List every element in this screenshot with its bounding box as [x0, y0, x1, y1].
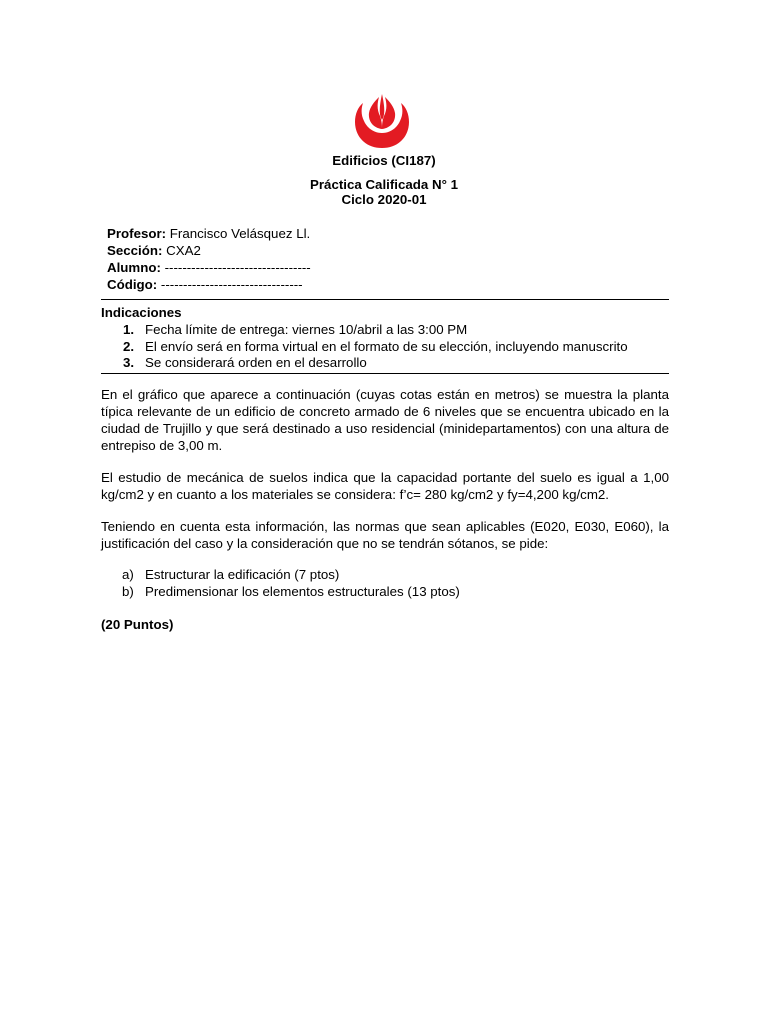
list-item: [123, 355, 628, 372]
code-row: [107, 276, 311, 293]
exam-title: Práctica Calificada N° 1: [310, 177, 458, 192]
task-list: [122, 567, 460, 600]
task-marker: a): [122, 567, 134, 582]
list-item: [123, 339, 628, 356]
list-item-text: El envío será en forma virtual en el formato de su elección, incluyendo manuscrito: [145, 338, 628, 354]
professor-value: Francisco Velásquez Ll.: [166, 226, 311, 241]
section-label: Sección:: [107, 243, 163, 258]
task-text: Predimensionar los elementos estructurales (13 ptos): [145, 583, 460, 599]
section-row: [107, 242, 311, 259]
code-label: Código:: [107, 277, 158, 292]
paragraph-soil-materials: El estudio de mecánica de suelos indica que la capacidad portante del suelo es igual a 1,00 kg/cm2 y en cuanto a los materiales se considera: f’c= 280 kg/cm2 y fy=4,200 kg/cm2.: [101, 470, 669, 502]
course-title: Edificios (CI187): [332, 153, 436, 168]
professor-label: Profesor:: [107, 226, 167, 241]
code-value: --------------------------------: [157, 277, 303, 292]
list-item: [123, 322, 628, 339]
professor-row: [107, 225, 311, 242]
divider-bottom: [101, 373, 669, 374]
section-value: CXA2: [162, 243, 201, 258]
student-row: [107, 259, 311, 276]
indications-list: [123, 322, 628, 372]
list-item-text: Se considerará orden en el desarrollo: [145, 355, 367, 370]
total-points: (20 Puntos): [101, 617, 174, 632]
student-label: Alumno:: [107, 260, 161, 275]
list-item: [122, 584, 460, 601]
task-text: Estructurar la edificación (7 ptos): [145, 567, 340, 582]
student-info-block: [107, 225, 311, 293]
list-item: [122, 567, 460, 584]
list-item-number: 1.: [123, 322, 135, 337]
university-logo-icon: [352, 92, 412, 150]
exam-cycle: Ciclo 2020-01: [341, 192, 427, 207]
list-item-number: 3.: [123, 355, 135, 370]
paragraph-building-description: En el gráfico que aparece a continuación (cuyas cotas están en metros) se muestra la planta típica relevante de un edificio de concreto armado de 6 niveles que se encuentra ubicado en la ciudad de Trujillo y que será destinado a uso residencial (minidepartamentos) con una altura de entrepiso de 3,00 m.: [101, 387, 669, 453]
task-marker: b): [122, 583, 134, 599]
paragraph-requirements: Teniendo en cuenta esta información, las normas que sean aplicables (E020, E030, E060), la justificación del caso y la consideración que no se tendrán sótanos, se pide:: [101, 519, 669, 551]
list-item-text: Fecha límite de entrega: viernes 10/abril a las 3:00 PM: [145, 322, 468, 337]
divider-top: [101, 299, 669, 300]
indications-title: Indicaciones: [101, 305, 182, 320]
list-item-number: 2.: [123, 338, 135, 354]
student-value: ---------------------------------: [160, 260, 311, 275]
